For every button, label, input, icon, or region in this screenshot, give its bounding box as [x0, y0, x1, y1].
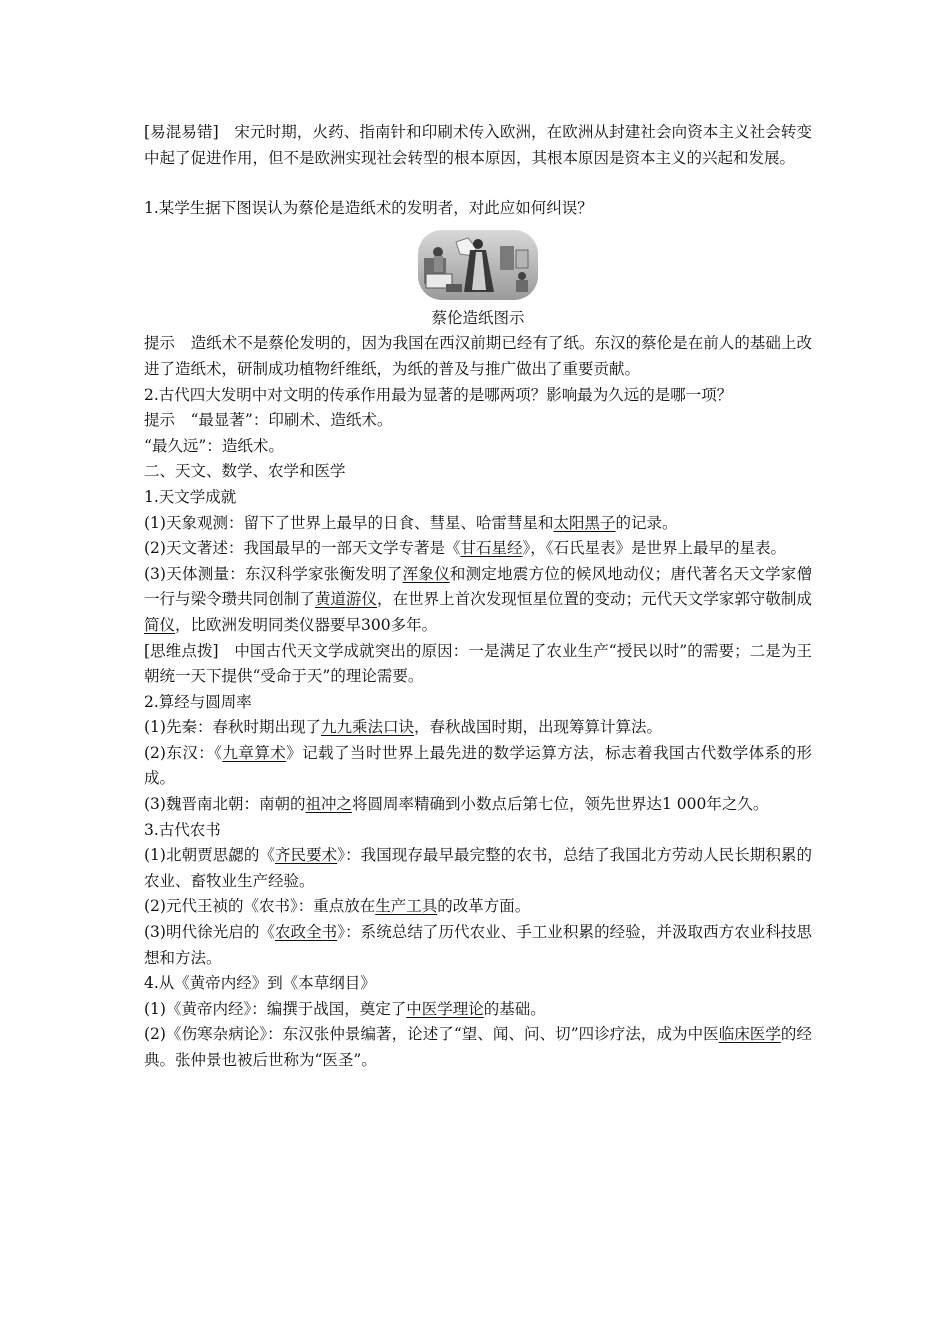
medicine-heading: 4.从《黄帝内经》到《本草纲目》 — [144, 974, 376, 993]
key-term: 农政全书 — [274, 923, 338, 942]
astronomy-heading: 1.天文学成就 — [144, 487, 237, 506]
key-term: 太阳黑子 — [553, 513, 616, 532]
question-1: 1.某学生据下图误认为蔡伦是造纸术的发明者，对此应如何纠误？ — [144, 199, 593, 218]
key-term: 生产工具 — [375, 897, 438, 916]
answer-2-line2: “最久远”：造纸术。 — [144, 436, 284, 455]
astronomy-item-1 — [144, 511, 812, 537]
text-run: (3)魏晋南北朝：南朝的 — [144, 795, 306, 814]
key-term: 九九乘法口诀 — [320, 718, 414, 737]
math-item-3 — [144, 792, 812, 818]
agriculture-item-2 — [144, 894, 812, 920]
key-term: 九章算术 — [222, 743, 287, 762]
key-term: 甘石星经 — [460, 539, 523, 558]
question-2: 2.古代四大发明中对文明的传承作用最为显著的是哪两项？影响最为久远的是哪一项？ — [144, 385, 733, 404]
text-run: (3)天体测量：东汉科学家张衡发明了 — [144, 564, 403, 583]
text-run: ，在世界上首次发现恒星位置的变动；元代天文学家郭守敬制成 — [377, 590, 812, 609]
key-term: 齐民要术 — [274, 846, 338, 865]
text-run: ，春秋战国时期，出现筹算计算法。 — [413, 718, 662, 737]
key-term: 临床医学 — [718, 1025, 781, 1044]
agriculture-item-3 — [144, 920, 812, 971]
text-run: 的经典。张仲景也被后世称为“医圣”。 — [144, 1025, 812, 1069]
tip-label: [思维点拨] — [144, 641, 219, 660]
text-run: (2)元代王祯的《农书》：重点放在 — [144, 897, 376, 916]
text-run: 》：系统总结了历代农业、手工业积累的经验，并汲取西方农业科技思想和方法。 — [144, 923, 812, 967]
text-run: (3)明代徐光启的《 — [144, 923, 275, 942]
medicine-item-2 — [144, 1022, 812, 1073]
document-page — [144, 120, 812, 1074]
text-run: 的改革方面。 — [437, 897, 531, 916]
text-run: 的记录。 — [615, 513, 678, 532]
agriculture-heading: 3.古代农书 — [144, 820, 221, 839]
text-run: 》，《石氏星表》是世界上最早的星表。 — [522, 539, 786, 558]
astronomy-item-3 — [144, 562, 812, 639]
text-run: (2)东汉：《 — [144, 743, 223, 762]
text-run: (1)北朝贾思勰的《 — [144, 846, 275, 865]
key-term: 浑象仪 — [402, 564, 450, 583]
math-heading: 2.算经与圆周率 — [144, 692, 252, 711]
answer-2-line1: 提示 “最显著”：印刷术、造纸术。 — [144, 411, 393, 430]
text-run: (1)《黄帝内经》：编撰于战国，奠定了 — [144, 999, 407, 1018]
text-run: 和测定地震方位的候风地动仪；唐代著名天文学家僧一行与梁令瓒共同创制了 — [144, 564, 812, 609]
text-run: (2)《伤寒杂病论》：东汉张仲景编著，论述了“望、闻、问、切”四诊疗法，成为中医 — [144, 1025, 719, 1044]
agriculture-item-1 — [144, 843, 812, 894]
text-run: ，比欧洲发明同类仪器要早300多年。 — [175, 615, 438, 634]
spacer — [144, 171, 812, 196]
text-run: 》记载了当时世界上最先进的数学运算方法，标志着我国古代数学体系的形成。 — [144, 743, 812, 788]
answer-1: 提示 造纸术不是蔡伦发明的，因为我国在西汉前期已经有了纸。东汉的蔡伦是在前人的基础上改进了造纸术，研制成功植物纤维纸，为纸的普及与推广做出了重要贡献。 — [144, 334, 812, 378]
text-run: 的基础。 — [483, 999, 546, 1018]
math-item-2 — [144, 741, 812, 792]
astronomy-item-2 — [144, 536, 812, 562]
text-run: 将圆周率精确到小数点后第七位，领先世界达1 000年之久。 — [351, 795, 769, 814]
cailun-figure — [144, 228, 812, 332]
text-run: (1)先秦：春秋时期出现了 — [144, 718, 321, 737]
math-item-1 — [144, 715, 812, 741]
key-term: 中医学理论 — [406, 999, 484, 1018]
thinking-tip — [144, 639, 812, 690]
cailun-papermaking-illustration — [416, 228, 540, 302]
confusion-label: [易混易错] — [144, 123, 219, 141]
key-term: 简仪 — [144, 615, 176, 634]
confusion-text: 宋元时期，火药、指南针和印刷术传入欧洲，在欧洲从封建社会向资本主义社会转变中起了促进作用，但不是欧洲实现社会转型的根本原因，其根本原因是资本主义的兴起和发展。 — [144, 123, 812, 167]
text-run: (1)天象观测：留下了世界上最早的日食、彗星、哈雷彗星和 — [144, 513, 554, 532]
tip-text: 中国古代天文学成就突出的原因：一是满足了农业生产“授民以时”的需要；二是为王朝统一天下提供“受命于天”的理论需要。 — [144, 641, 812, 686]
key-term: 祖冲之 — [305, 795, 352, 814]
text-run: (2)天文著述：我国最早的一部天文学专著是《 — [144, 539, 461, 558]
section-title: 二、天文、数学、农学和医学 — [144, 462, 346, 481]
key-term: 黄道游仪 — [314, 590, 378, 609]
text-run: 》：我国现存最早最完整的农书，总结了我国北方劳动人民长期积累的农业、畜牧业生产经验。 — [144, 846, 812, 890]
confusion-note — [144, 120, 812, 171]
medicine-item-1 — [144, 997, 812, 1023]
figure-caption: 蔡伦造纸图示 — [431, 308, 525, 327]
